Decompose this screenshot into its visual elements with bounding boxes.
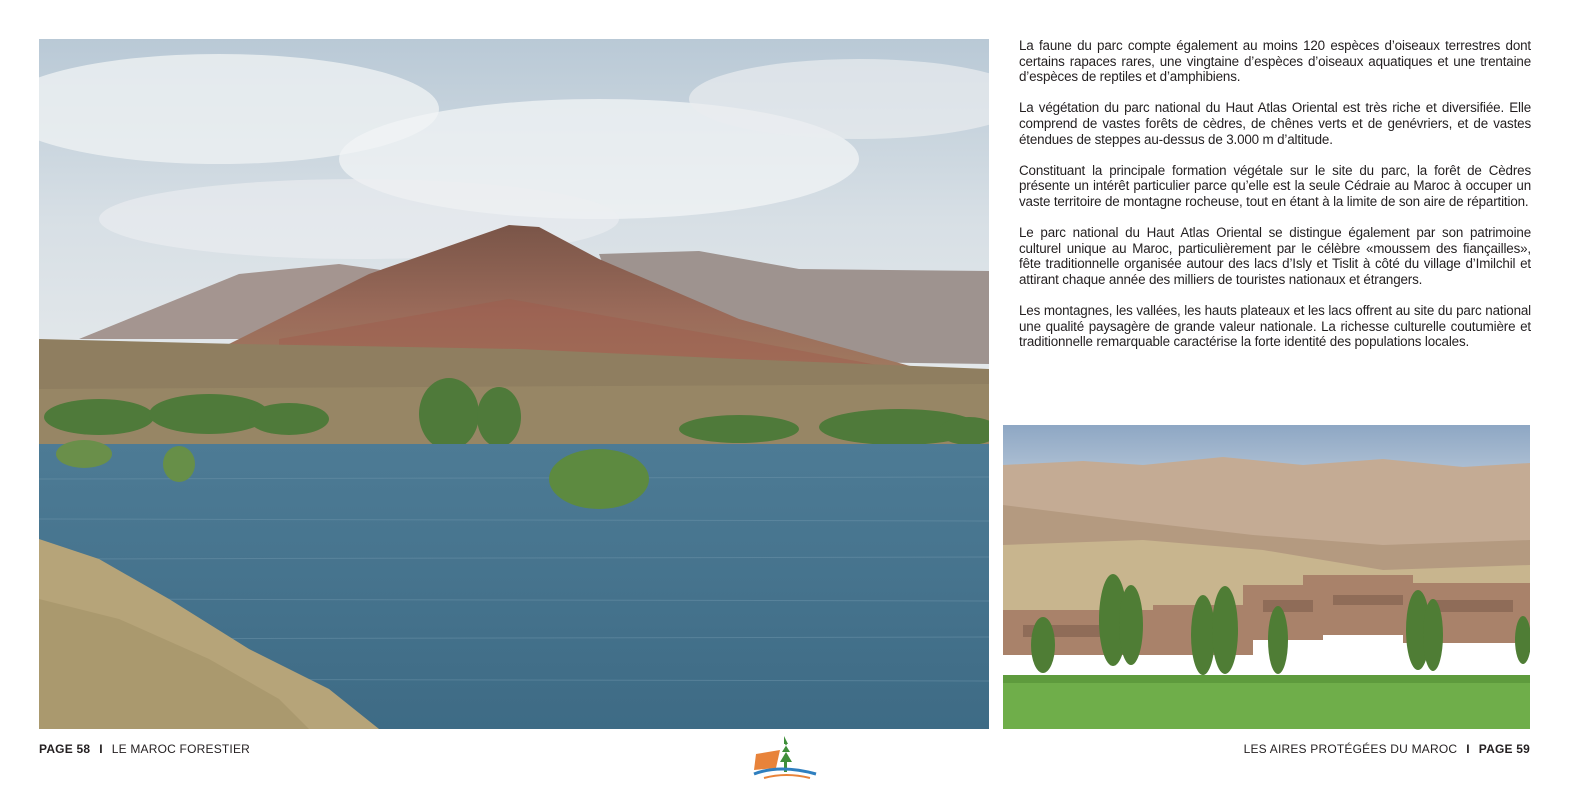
paragraph-cultural-heritage: Le parc national du Haut Atlas Oriental se distingue également par son patrimoine culturel unique au Maroc, particulièrement par le célèbre «moussem des fiançailles», fête traditionnelle organisée autour des lacs d’Isly et Tislit à côté du village d’Imilchil et attirant chaque année des milliers de touristes nationaux et étrangers. [1019,225,1531,287]
left-section-title: LE MAROC FORESTIER [111,742,251,756]
village-landscape-photo [1003,425,1530,729]
footer-left [39,742,250,756]
left-separator: I [99,742,103,756]
article-text [1019,38,1531,365]
lake-landscape-photo [39,39,989,729]
right-separator: I [1466,742,1470,756]
right-page-number: PAGE 59 [1478,742,1530,756]
paragraph-vegetation: La végétation du parc national du Haut Atlas Oriental est très riche et diversifiée. Elle comprend de vastes forêts de cèdres, de chênes verts et de genévriers, et de vastes étendues de steppes au-dessus de 3.000 m d’altitude. [1019,100,1531,147]
cedar-tree-logo-icon [750,734,820,782]
left-page-number: PAGE 58 [39,742,91,756]
paragraph-fauna: La faune du parc compte également au moins 120 espèces d’oiseaux terrestres dont certains rapaces rares, une vingtaine d’espèces d’oiseaux aquatiques et une trentaine d’espèces de reptiles et d’amphibiens. [1019,38,1531,85]
paragraph-cedar-forest: Constituant la principale formation végétale sur le site du parc, la forêt de Cèdres présente un intérêt particulier parce qu’elle est la seule Cédraie au Maroc à occuper un vaste territoire de montagne rocheuse, tout en étant à la limite de son aire de répartition. [1019,162,1531,209]
footer-right [1244,742,1530,756]
right-section-title: LES AIRES PROTÉGÉES DU MAROC [1243,742,1458,756]
paragraph-landscape: Les montagnes, les vallées, les hauts plateaux et les lacs offrent au site du parc national une qualité paysagère de grande valeur nationale. La richesse culturelle coutumière et traditionnelle remarquable caractérise la forte identité des populations locales. [1019,303,1531,350]
